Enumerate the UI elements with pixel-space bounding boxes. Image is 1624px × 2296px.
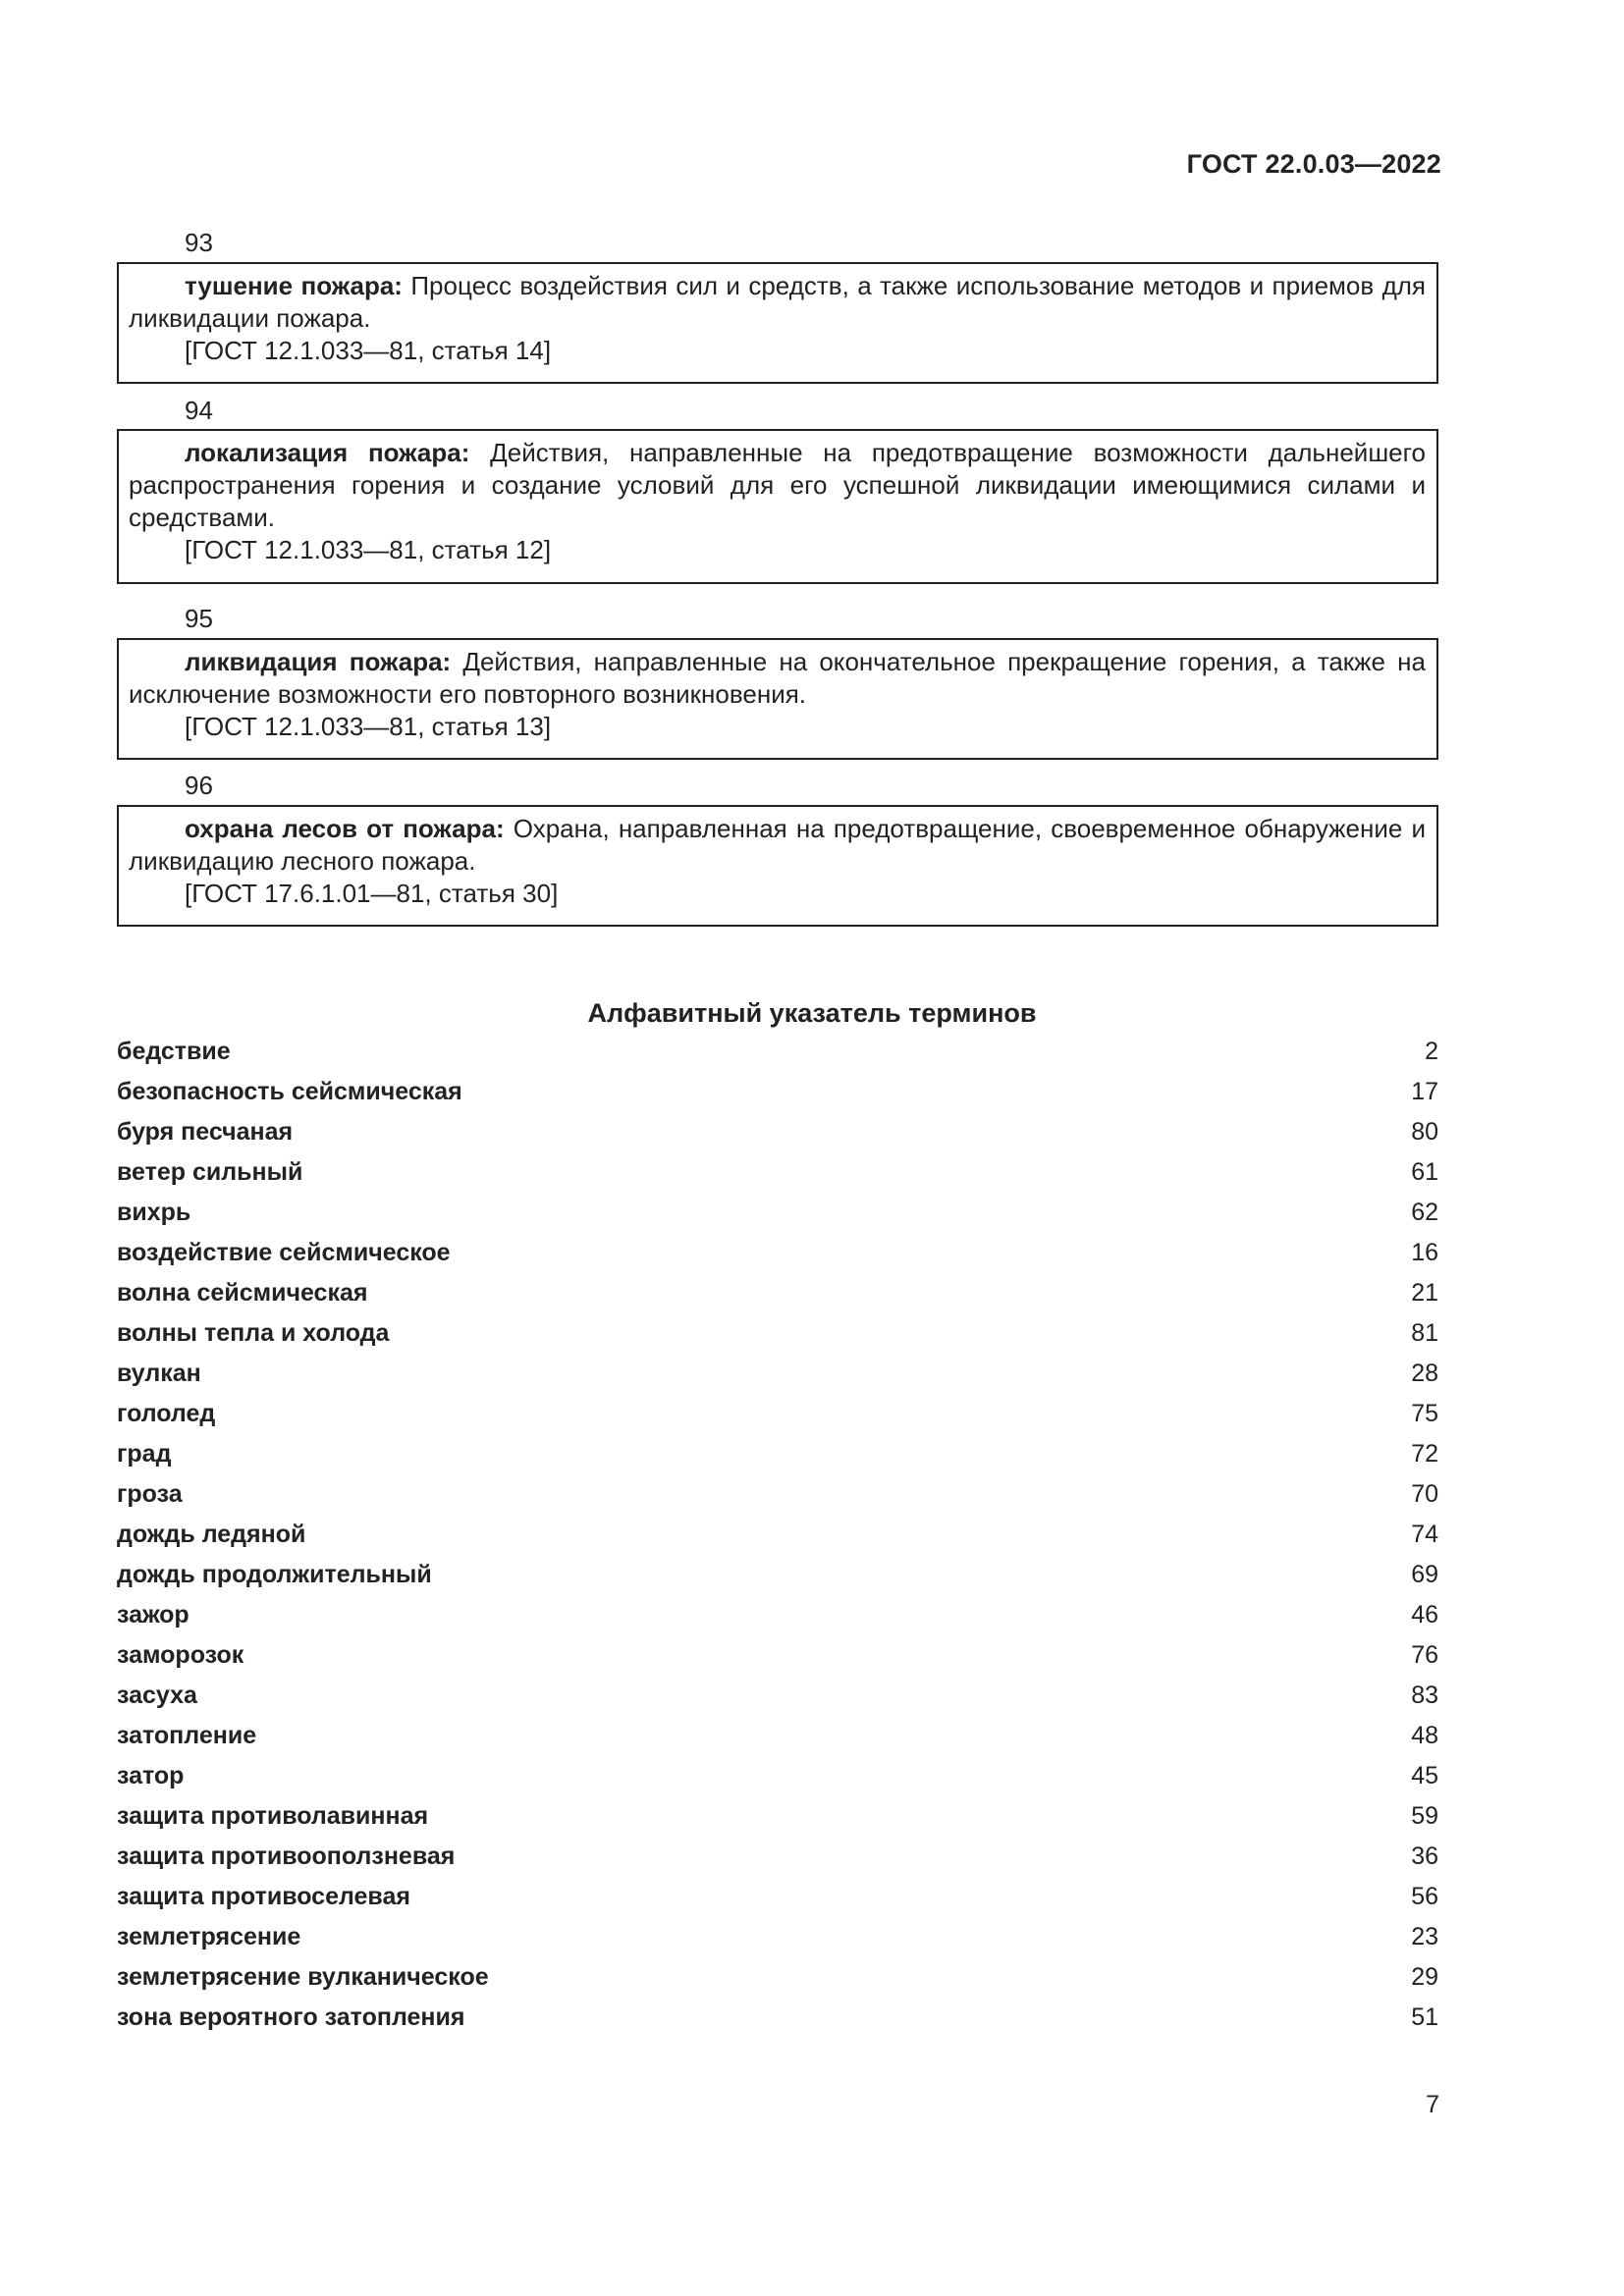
term-name: локализация пожара: <box>185 438 470 467</box>
index-term-number: 2 <box>1425 1038 1438 1065</box>
term-definition <box>129 646 1426 711</box>
index-term-number: 83 <box>1411 1682 1438 1709</box>
index-entry <box>117 1273 1438 1313</box>
index-entry <box>117 1032 1438 1072</box>
index-title: Алфавитный указатель терминов <box>587 998 1037 1028</box>
index-entry <box>117 1837 1438 1877</box>
index-term: дождь продолжительный <box>117 1561 432 1588</box>
term-definition-text: Процесс воздействия сил и средств, а также использование методов и приемов для ликвидации пожара. <box>129 271 1426 333</box>
index-entry <box>117 1998 1438 2038</box>
index-entry <box>117 1233 1438 1273</box>
index-term-number: 56 <box>1411 1883 1438 1910</box>
term-source: [ГОСТ 17.6.1.01—81, статья 30] <box>185 879 559 908</box>
index-term-number: 69 <box>1411 1561 1438 1588</box>
index-term-number: 48 <box>1411 1722 1438 1749</box>
index-term-number: 61 <box>1411 1158 1438 1186</box>
index-entry <box>117 1434 1438 1474</box>
index-entry <box>117 1193 1438 1233</box>
term-number: 93 <box>185 228 213 257</box>
index-term-number: 36 <box>1411 1842 1438 1870</box>
term-name: ликвидация пожара: <box>185 647 452 676</box>
index-entry <box>117 1313 1438 1354</box>
page-number: 7 <box>1426 2091 1439 2118</box>
index-term: защита противолавинная <box>117 1802 429 1830</box>
index-entry <box>117 1515 1438 1555</box>
index-term: защита противоселевая <box>117 1883 410 1910</box>
term-source: [ГОСТ 12.1.033—81, статья 13] <box>185 712 552 741</box>
index-term: дождь ледяной <box>117 1521 306 1548</box>
index-term-number: 46 <box>1411 1601 1438 1629</box>
index-term: гололед <box>117 1400 216 1427</box>
term-box <box>117 805 1438 927</box>
index-term-number: 59 <box>1411 1802 1438 1830</box>
index-term-number: 70 <box>1411 1480 1438 1508</box>
index-entry <box>117 1112 1438 1152</box>
term-number: 96 <box>185 771 213 800</box>
index-entry <box>117 1072 1438 1112</box>
index-term-number: 17 <box>1411 1078 1438 1105</box>
term-definition-text: Охрана, направленная на предотвращение, своевременное обнаружение и ликвидацию лесного пожара. <box>129 814 1426 876</box>
index-term-number: 72 <box>1411 1440 1438 1468</box>
index-term: землетрясение <box>117 1923 301 1950</box>
index-entry <box>117 1676 1438 1716</box>
index-term: зажор <box>117 1601 189 1629</box>
index-term-number: 80 <box>1411 1118 1438 1146</box>
index-entry <box>117 1877 1438 1917</box>
index-entry <box>117 1957 1438 1998</box>
index-entry <box>117 1716 1438 1756</box>
index-entry <box>117 1796 1438 1837</box>
index-term: бедствие <box>117 1038 231 1065</box>
index-term-number: 29 <box>1411 1963 1438 1991</box>
term-name: тушение пожара: <box>185 271 403 300</box>
index-term: вулкан <box>117 1360 201 1387</box>
index-term: заморозок <box>117 1641 244 1669</box>
index-term: волна сейсмическая <box>117 1279 368 1307</box>
index-term: ветер сильный <box>117 1158 303 1186</box>
index-term: засуха <box>117 1682 197 1709</box>
index-term-number: 28 <box>1411 1360 1438 1387</box>
index-term: воздействие сейсмическое <box>117 1239 451 1266</box>
index-entry <box>117 1354 1438 1394</box>
index-entry <box>117 1474 1438 1515</box>
index-entry <box>117 1756 1438 1796</box>
term-definition <box>129 813 1426 878</box>
index-term: безопасность сейсмическая <box>117 1078 462 1105</box>
term-definition-text: Действия, направленные на предотвращение возможности дальнейшего распространения горения и создание условий для его успешной ликвидации имеющимися силами и средствами. <box>129 438 1427 532</box>
index-term-number: 75 <box>1411 1400 1438 1427</box>
index-term-number: 51 <box>1411 2003 1438 2031</box>
standard-code: ГОСТ 22.0.03—2022 <box>1186 149 1441 179</box>
term-definition <box>129 270 1426 335</box>
term-box <box>117 429 1438 584</box>
index-term: волны тепла и холода <box>117 1319 390 1347</box>
index-term: защита противооползневая <box>117 1842 456 1870</box>
index-term: буря песчаная <box>117 1118 294 1146</box>
index-entry <box>117 1555 1438 1595</box>
index-list <box>117 1032 1438 2038</box>
index-entry <box>117 1635 1438 1676</box>
term-source: [ГОСТ 12.1.033—81, статья 14] <box>185 336 552 365</box>
index-term-number: 74 <box>1411 1521 1438 1548</box>
index-entry <box>117 1595 1438 1635</box>
index-term-number: 62 <box>1411 1199 1438 1226</box>
term-name: охрана лесов от пожара: <box>185 814 505 843</box>
index-term-number: 76 <box>1411 1641 1438 1669</box>
term-number: 95 <box>185 604 213 633</box>
term-definition <box>129 437 1426 534</box>
term-source: [ГОСТ 12.1.033—81, статья 12] <box>185 535 552 564</box>
index-term: гроза <box>117 1480 183 1508</box>
index-term-number: 16 <box>1411 1239 1438 1266</box>
index-term-number: 81 <box>1411 1319 1438 1347</box>
index-term: зона вероятного затопления <box>117 2003 465 2031</box>
index-term-number: 23 <box>1411 1923 1438 1950</box>
term-box <box>117 262 1438 384</box>
index-term: землетрясение вулканическое <box>117 1963 489 1991</box>
index-term: град <box>117 1440 172 1468</box>
index-term: затопление <box>117 1722 257 1749</box>
term-number: 94 <box>185 396 213 425</box>
index-term-number: 21 <box>1411 1279 1438 1307</box>
index-term: затор <box>117 1762 185 1789</box>
index-entry <box>117 1152 1438 1193</box>
index-entry <box>117 1917 1438 1957</box>
term-definition-text: Действия, направленные на окончательное прекращение горения, а также на исключение возможности его повторного возникновения. <box>129 647 1426 709</box>
term-box <box>117 638 1438 760</box>
index-entry <box>117 1394 1438 1434</box>
index-term-number: 45 <box>1411 1762 1438 1789</box>
index-term: вихрь <box>117 1199 191 1226</box>
